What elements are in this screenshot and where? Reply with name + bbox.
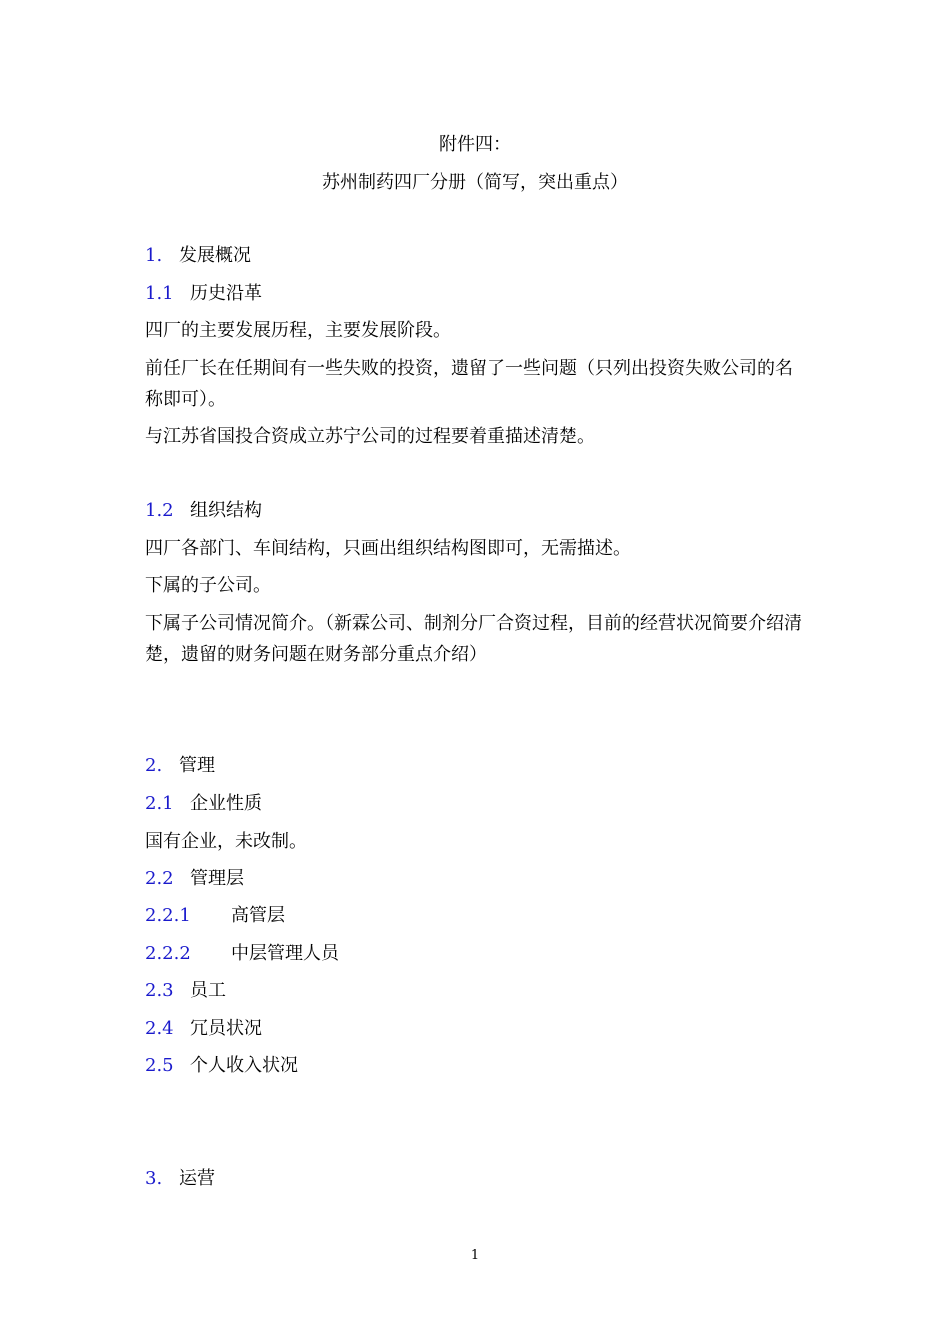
- section-1-heading: [145, 244, 251, 268]
- section-1-1-paragraph-2: 前任厂长在任期间有一些失败的投资，遗留了一些问题（只列出投资失败公司的名称即可）。: [145, 358, 793, 410]
- section-2-5-title: 个人收入状况: [190, 1055, 298, 1076]
- section-2-1-heading: [145, 792, 262, 816]
- section-1-1-heading: [145, 282, 262, 306]
- section-1-2-number: 1.2: [145, 500, 174, 521]
- section-2-3-title: 员工: [190, 980, 226, 1001]
- section-2-1-title: 企业性质: [190, 793, 262, 814]
- section-1-2-title: 组织结构: [190, 500, 262, 521]
- section-2-1-paragraph-1: 国有企业，未改制。: [145, 831, 307, 852]
- section-2-2-2-heading: [145, 942, 339, 966]
- section-2-2-2-number: 2.2.2: [145, 943, 191, 964]
- section-1-1-paragraph-3: 与江苏省国投合资成立苏宁公司的过程要着重描述清楚。: [145, 426, 595, 447]
- section-2-2-1-heading: [145, 904, 285, 928]
- section-3-heading: [145, 1167, 215, 1191]
- section-3-number: 3.: [145, 1168, 163, 1189]
- section-2-number: 2.: [145, 755, 163, 776]
- section-2-2-1-number: 2.2.1: [145, 905, 191, 926]
- section-2-2-number: 2.2: [145, 868, 174, 889]
- document-title: 苏州制药四厂分册（简写，突出重点）: [322, 172, 628, 193]
- section-1-title: 发展概况: [179, 245, 251, 266]
- page-number: 1: [470, 1248, 480, 1263]
- section-2-5-number: 2.5: [145, 1055, 174, 1076]
- section-2-heading: [145, 754, 215, 778]
- section-1-2-heading: [145, 499, 262, 523]
- section-2-4-title: 冗员状况: [190, 1018, 262, 1039]
- section-1-2-paragraph-2: 下属的子公司。: [145, 575, 271, 596]
- section-1-2-paragraph-3: 下属子公司情况简介。（新霖公司、制剂分厂合资过程，目前的经营状况简要介绍清楚，遗留的财务问题在财务部分重点介绍）: [145, 613, 802, 665]
- section-2-2-1-title: 高管层: [231, 905, 285, 926]
- section-2-4-number: 2.4: [145, 1018, 174, 1039]
- section-1-2-paragraph-1: 四厂各部门、车间结构，只画出组织结构图即可，无需描述。: [145, 538, 631, 559]
- section-1-number: 1.: [145, 245, 163, 266]
- section-2-1-number: 2.1: [145, 793, 174, 814]
- section-2-title: 管理: [179, 755, 215, 776]
- section-2-3-number: 2.3: [145, 980, 174, 1001]
- section-1-1-number: 1.1: [145, 283, 174, 304]
- section-1-1-paragraph-1: 四厂的主要发展历程，主要发展阶段。: [145, 320, 451, 341]
- section-2-2-2-title: 中层管理人员: [231, 943, 339, 964]
- section-2-2-heading: [145, 867, 244, 891]
- section-2-3-heading: [145, 979, 226, 1003]
- section-3-title: 运营: [179, 1168, 215, 1189]
- section-2-5-heading: [145, 1054, 298, 1078]
- attachment-label: 附件四：: [439, 134, 511, 155]
- section-1-1-title: 历史沿革: [190, 283, 262, 304]
- section-2-2-title: 管理层: [190, 868, 244, 889]
- section-2-4-heading: [145, 1017, 262, 1041]
